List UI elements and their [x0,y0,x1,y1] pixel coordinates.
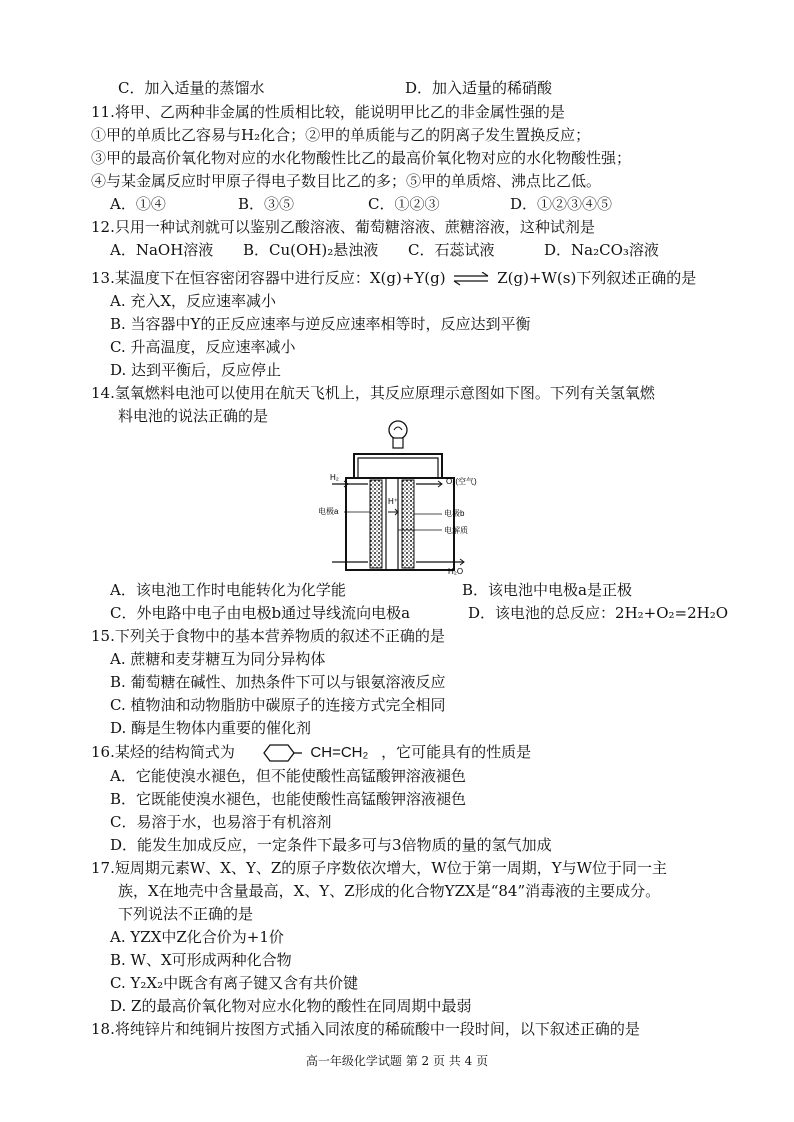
h2-label: H₂ [330,473,339,482]
q15-option-b: B. 葡萄糖在碱性、加热条件下可以与银氨溶液反应 [110,673,446,691]
q14-stem-line1: 14.氢氧燃料电池可以使用在航天飞机上，其反应原理示意图如下图。下列有关氢氧燃 [91,384,655,402]
q14-option-c: C．外电路中电子由电极b通过导线流向电极a [110,604,411,622]
q13-option-c: C. 升高温度，反应速率减小 [110,338,296,356]
q16-option-d: D．能发生加成反应，一定条件下最多可与3倍物质的量的氢气加成 [110,836,552,854]
q12-option-b: B．Cu(OH)₂悬浊液 [243,241,379,259]
q15-stem: 15.下列关于食物中的基本营养物质的叙述不正确的是 [91,627,445,645]
q11-option-c: C．①②③ [368,195,440,213]
q13-stem-right: Z(g)+W(s)下列叙述正确的是 [497,269,697,287]
q15-option-c: C. 植物油和动物脂肪中碳原子的连接方式完全相同 [110,696,446,714]
q17-stem-line2: 族，X在地壳中含量最高，X、Y、Z形成的化合物YZX是“84”消毒液的主要成分。 [118,882,661,900]
electrolyte-label: 电解质 [444,526,468,535]
q16-option-a: A．它能使溴水褪色，但不能使酸性高锰酸钾溶液褪色 [110,767,466,785]
q12-option-c: C．石蕊试液 [408,241,495,259]
q17-option-b: B. W、X可形成两种化合物 [110,951,292,969]
q13-option-b: B. 当容器中Y的正反应速率与逆反应速率相等时，反应达到平衡 [110,315,531,333]
q11-option-a: A．①④ [110,195,166,213]
q11-statement-3: ④与某金属反应时甲原子得电子数目比乙的多；⑤甲的单质熔、沸点比乙低。 [91,172,602,190]
q13-option-d: D. 达到平衡后，反应停止 [110,361,282,379]
electrode-b-label: 电极b [444,509,465,518]
bulb-icon [389,421,407,448]
fuel-cell-diagram [318,416,488,576]
q11-statement-1: ①甲的单质比乙容易与H₂化合；②甲的单质能与乙的阴离子发生置换反应； [91,126,591,144]
q12-stem: 12.只用一种试剂就可以鉴别乙酸溶液、葡萄糖溶液、蔗糖溶液，这种试剂是 [91,218,595,236]
q14-option-d: D．该电池的总反应：2H₂+O₂=2H₂O [468,604,729,622]
q10-option-c: C．加入适量的蒸馏水 [118,79,265,97]
q16-stem-right: ，它可能具有的性质是 [381,743,532,761]
q13-stem [91,268,696,288]
q17-option-c: C. Y₂X₂中既含有离子键又含有共价键 [110,974,359,992]
q11-stem: 11.将甲、乙两种非金属的性质相比较，能说明甲比乙的非金属性强的是 [91,103,565,121]
q16-option-c: C．易溶于水，也易溶于有机溶剂 [110,813,332,831]
q14-option-b: B．该电池中电极a是正极 [462,581,632,599]
q17-stem-line1: 17.短周期元素W、X、Y、Z的原子序数依次增大，W位于第一周期，Y与W位于同一主 [91,859,668,877]
q12-option-a: A．NaOH溶液 [110,241,214,259]
q16-stem-left: 16.某烃的结构简式为 [91,743,235,761]
q11-statement-2: ③甲的最高价氧化物对应的水化物酸性比乙的最高价氧化物对应的水化物酸性强； [91,149,632,167]
q17-option-a: A. YZX中Z化合价为+1价 [110,928,284,946]
q13-stem-left: 13.某温度下在恒容密闭容器中进行反应：X(g)+Y(g) [91,269,446,287]
q17-stem-line3: 下列说法不正确的是 [118,905,254,923]
q16-stem [91,742,531,763]
hplus-label: H⁺ [388,497,398,506]
q12-option-d: D．Na₂CO₃溶液 [544,241,659,259]
q14-stem-line2: 料电池的说法正确的是 [118,407,269,425]
o2-label: O₂(空气) [446,477,477,486]
h2o-label: H₂O [448,567,464,576]
q11-option-d: D．①②③④⑤ [510,195,613,213]
q16-formula: CH=CH₂ [310,744,369,761]
q14-option-a: A．该电池工作时电能转化为化学能 [110,581,346,599]
q15-option-a: A. 蔗糖和麦芽糖互为同分异构体 [110,650,326,668]
q13-option-a: A. 充入X，反应速率减小 [110,292,277,310]
page-footer: 高一年级化学试题 第 2 页 共 4 页 [305,1054,489,1068]
q11-option-b: B．③⑤ [238,195,295,213]
q18-stem: 18.将纯锌片和纯铜片按图方式插入同浓度的稀硫酸中一段时间，以下叙述正确的是 [91,1020,640,1038]
electrode-a-label: 电极a [318,507,339,516]
benzene-ring-icon [258,743,302,763]
q16-option-b: B．它既能使溴水褪色，也能使酸性高锰酸钾溶液褪色 [110,790,467,808]
q10-option-d: D．加入适量的稀硝酸 [405,79,553,97]
equilibrium-arrow-icon [452,272,490,286]
q17-option-d: D. Z的最高价氧化物对应水化物的酸性在同周期中最弱 [110,997,472,1015]
q15-option-d: D. 酶是生物体内重要的催化剂 [110,719,312,737]
